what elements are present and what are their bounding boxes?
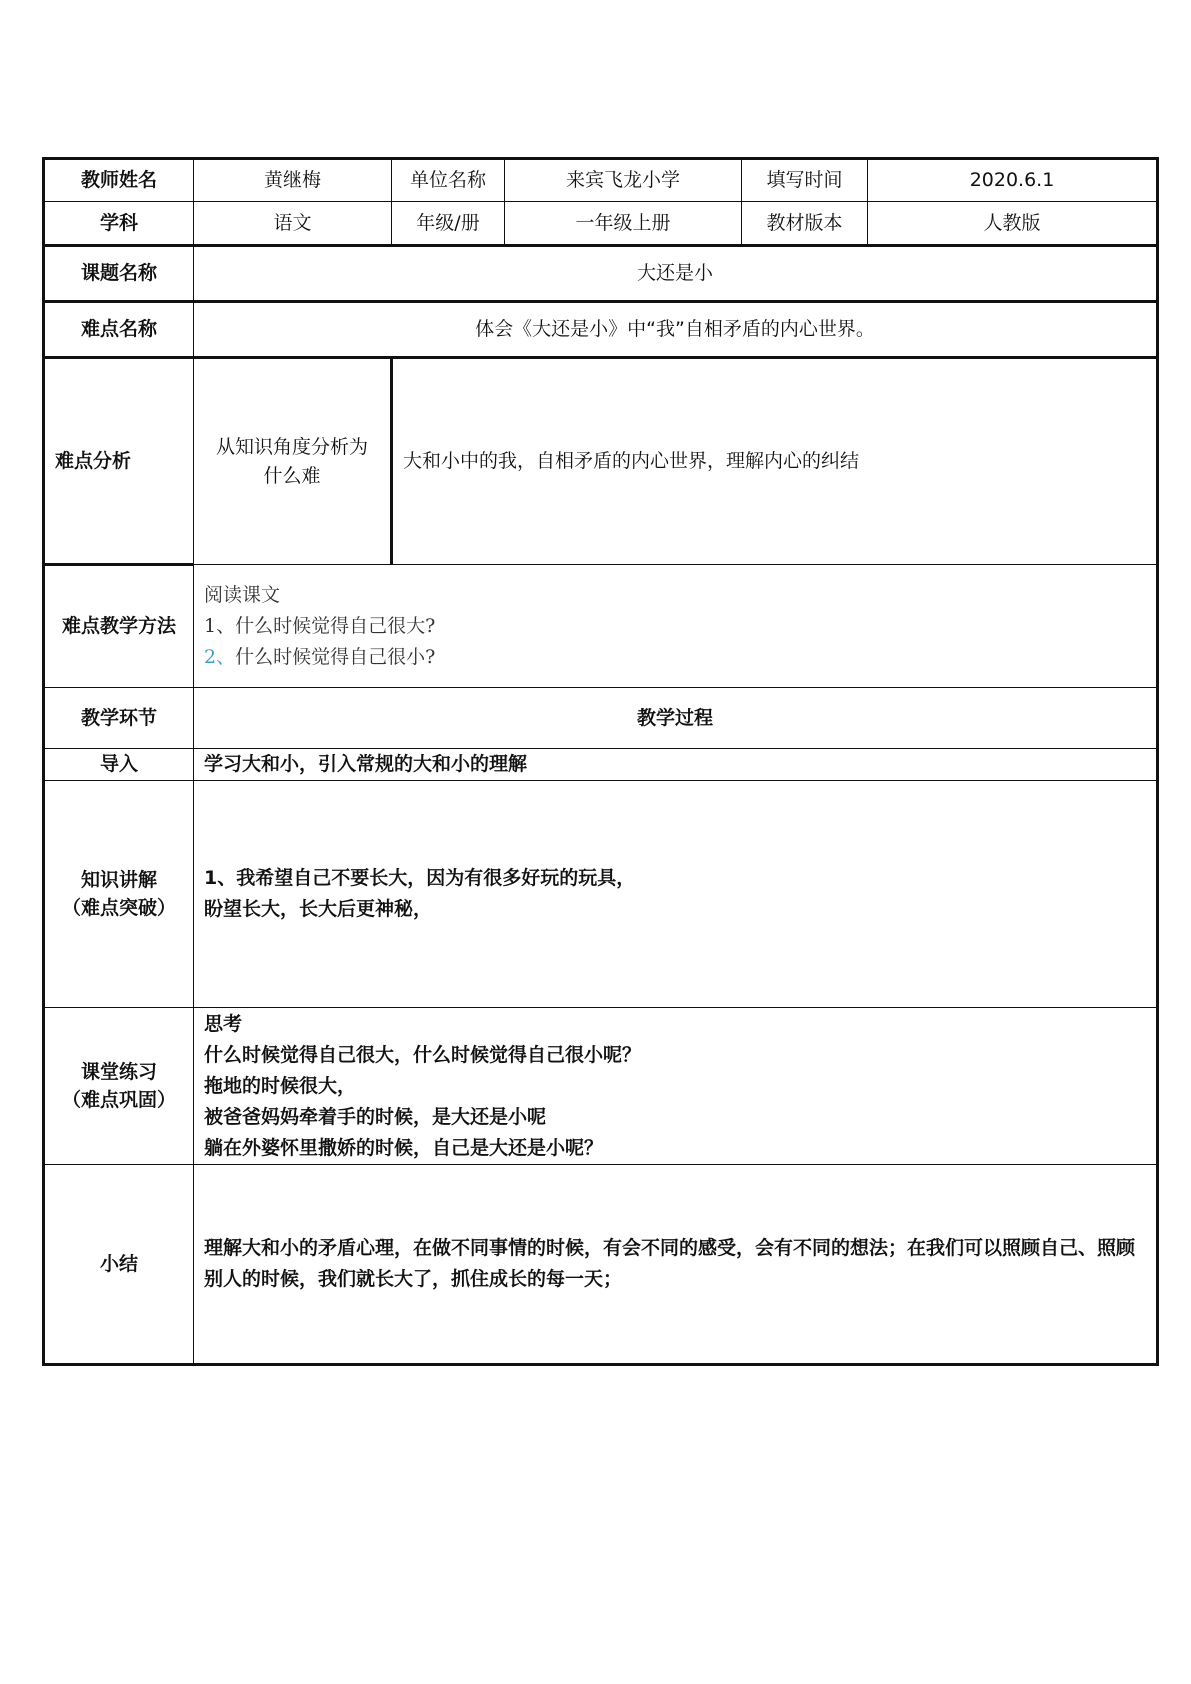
analysis-row xyxy=(44,358,1158,565)
intro-value: 学习大和小，引入常规的大和小的理解 xyxy=(194,749,1158,781)
topic-row xyxy=(44,246,1158,302)
knowledge-label-line-1: 知识讲解 xyxy=(80,868,157,891)
intro-row xyxy=(44,749,1158,781)
practice-label-line-1: 课堂练习 xyxy=(80,1060,157,1083)
topic-value: 大还是小 xyxy=(194,246,1158,302)
knowledge-row xyxy=(44,781,1158,1008)
method-line-1: 阅读课文 xyxy=(204,583,281,606)
method-line-2: 1、什么时候觉得自己很大? xyxy=(204,614,436,637)
knowledge-label xyxy=(44,781,194,1008)
unit-name-value: 来宾飞龙小学 xyxy=(505,159,742,202)
process-header-value: 教学过程 xyxy=(194,688,1158,749)
analysis-label: 难点分析 xyxy=(44,358,194,565)
knowledge-label-line-2: （难点突破） xyxy=(61,897,176,919)
intro-label: 导入 xyxy=(44,749,194,781)
teacher-name-label: 教师姓名 xyxy=(44,159,194,202)
grade-value: 一年级上册 xyxy=(505,202,742,246)
practice-line-4: 被爸爸妈妈牵着手的时候，是大还是小呢 xyxy=(204,1105,547,1128)
unit-name-label: 单位名称 xyxy=(392,159,505,202)
summary-row xyxy=(44,1165,1158,1365)
summary-value: 理解大和小的矛盾心理，在做不同事情的时候，有会不同的感受，会有不同的想法；在我们可以照顾自己、照顾别人的时候，我们就长大了，抓住成长的每一天； xyxy=(194,1165,1158,1365)
header-row-1 xyxy=(44,159,1158,202)
method-label: 难点教学方法 xyxy=(44,565,194,688)
edition-label: 教材版本 xyxy=(742,202,868,246)
practice-content xyxy=(194,1008,1158,1165)
practice-label-line-2: （难点巩固） xyxy=(61,1089,176,1111)
analysis-sublabel: 从知识角度分析为什么难 xyxy=(194,358,392,565)
lesson-plan-table xyxy=(42,157,1159,1366)
practice-label xyxy=(44,1008,194,1165)
practice-line-2: 什么时候觉得自己很大，什么时候觉得自己很小呢？ xyxy=(204,1043,642,1066)
teacher-name-value: 黄继梅 xyxy=(194,159,392,202)
header-row-2 xyxy=(44,202,1158,246)
method-number-1: 1、 xyxy=(204,614,236,637)
difficulty-row xyxy=(44,302,1158,358)
practice-line-5: 躺在外婆怀里撒娇的时候，自己是大还是小呢？ xyxy=(204,1136,604,1159)
process-header-row xyxy=(44,688,1158,749)
method-line-3: 2、什么时候觉得自己很小? xyxy=(204,645,436,668)
knowledge-line-1: 1、我希望自己不要长大，因为有很多好玩的玩具， xyxy=(204,867,636,889)
topic-label: 课题名称 xyxy=(44,246,194,302)
method-content xyxy=(194,565,1158,688)
edition-value: 人教版 xyxy=(868,202,1158,246)
difficulty-value: 体会《大还是小》中“我”自相矛盾的内心世界。 xyxy=(194,302,1158,358)
practice-row xyxy=(44,1008,1158,1165)
knowledge-line-2: 盼望长大，长大后更神秘， xyxy=(204,898,433,920)
process-stage-label: 教学环节 xyxy=(44,688,194,749)
method-row xyxy=(44,565,1158,688)
method-number-2: 2、 xyxy=(204,645,236,668)
grade-label: 年级/册 xyxy=(392,202,505,246)
subject-value: 语文 xyxy=(194,202,392,246)
analysis-value: 大和小中的我，自相矛盾的内心世界，理解内心的纠结 xyxy=(392,358,1158,565)
practice-line-1: 思考 xyxy=(204,1012,243,1035)
fill-date-value: 2020.6.1 xyxy=(868,159,1158,202)
summary-label: 小结 xyxy=(44,1165,194,1365)
knowledge-content xyxy=(194,781,1158,1008)
fill-date-label: 填写时间 xyxy=(742,159,868,202)
difficulty-label: 难点名称 xyxy=(44,302,194,358)
subject-label: 学科 xyxy=(44,202,194,246)
practice-line-3: 拖地的时候很大， xyxy=(204,1074,357,1097)
